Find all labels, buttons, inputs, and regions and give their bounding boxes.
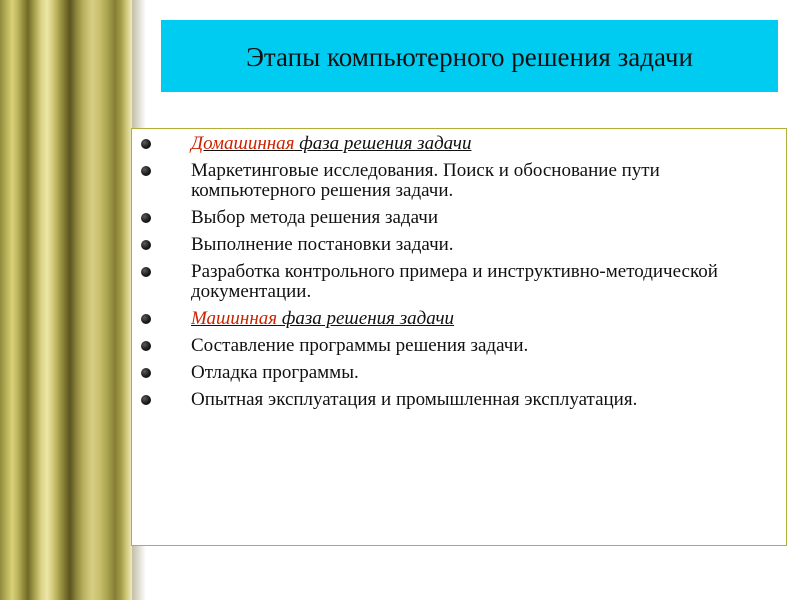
bullet-icon xyxy=(141,267,151,277)
list-item xyxy=(132,336,772,356)
bullet-icon xyxy=(141,240,151,250)
list-item xyxy=(132,390,772,410)
list-item-machine-phase xyxy=(132,309,772,329)
phase-rest: фаза решения задачи xyxy=(294,133,472,154)
curtain-decoration xyxy=(0,0,132,600)
list-item-text: Выполнение постановки задачи. xyxy=(191,234,454,255)
list-item-text: Разработка контрольного примера и инструктивно-методической документации. xyxy=(191,261,718,302)
bullet-icon xyxy=(141,314,151,324)
list-item-text: Выбор метода решения задачи xyxy=(191,207,438,228)
list-item xyxy=(132,262,772,302)
list-item-text: Опытная эксплуатация и промышленная эксплуатация. xyxy=(191,389,638,410)
bullet-icon xyxy=(141,166,151,176)
bullet-icon xyxy=(141,395,151,405)
bullet-icon xyxy=(141,341,151,351)
slide-title: Этапы компьютерного решения задачи xyxy=(246,41,693,72)
list-item xyxy=(132,161,772,201)
phase-accent: Машинная xyxy=(191,308,278,329)
content-box xyxy=(131,128,787,546)
phase-accent: Домашинная xyxy=(191,133,295,154)
list-item-text: Отладка программы. xyxy=(191,362,359,383)
phase-rest: фаза решения задачи xyxy=(277,308,455,329)
list-item xyxy=(132,235,772,255)
list-item-text: Составление программы решения задачи. xyxy=(191,335,529,356)
list-item-home-phase xyxy=(132,134,772,154)
phase-heading xyxy=(191,308,454,329)
bullet-icon xyxy=(141,139,151,149)
list-item-text: Маркетинговые исследования. Поиск и обоснование пути компьютерного решения задачи. xyxy=(191,160,660,201)
phase-heading xyxy=(191,133,472,154)
list-item xyxy=(132,363,772,383)
bullet-icon xyxy=(141,213,151,223)
bullet-icon xyxy=(141,368,151,378)
title-box xyxy=(161,20,778,92)
bullet-list xyxy=(132,134,772,417)
list-item xyxy=(132,208,772,228)
